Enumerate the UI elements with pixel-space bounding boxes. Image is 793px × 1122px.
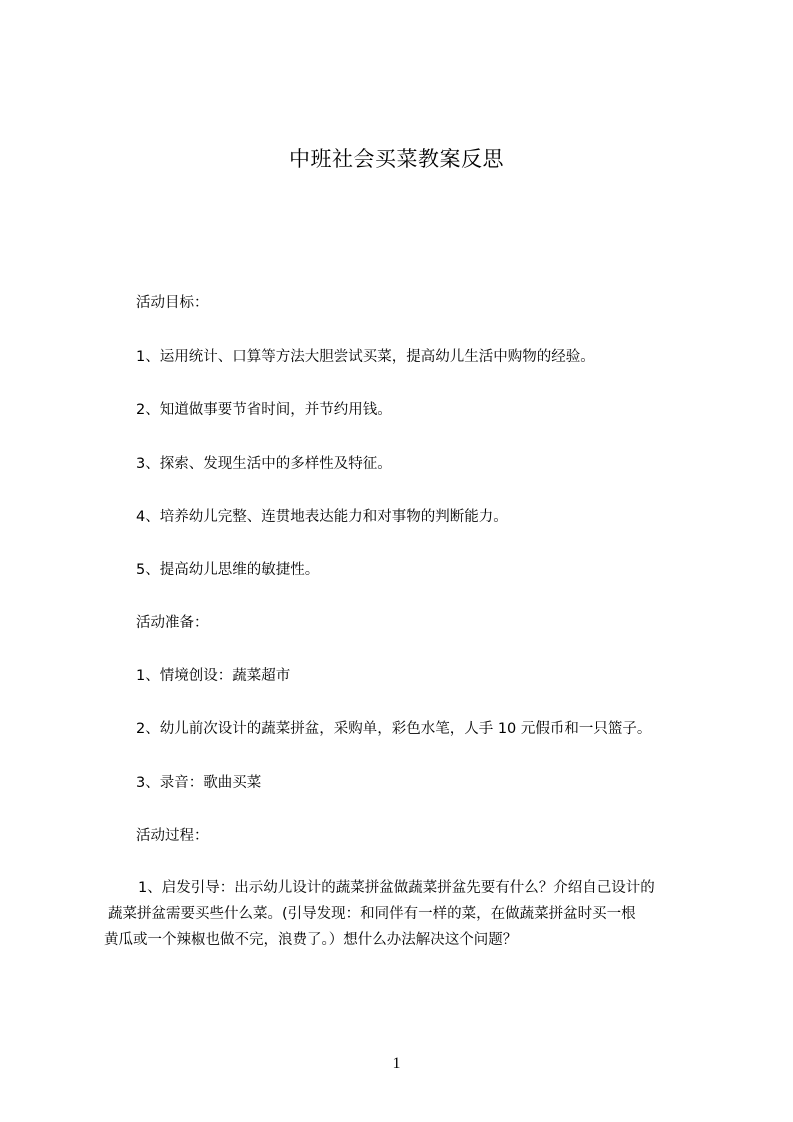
document-title: 中班社会买菜教案反思 bbox=[289, 147, 504, 171]
section-heading-preparation: 活动准备： bbox=[136, 615, 209, 631]
process-paragraph bbox=[104, 875, 724, 953]
process-paragraph-line-1: 1、启发引导：出示幼儿设计的蔬菜拼盆做蔬菜拼盆先要有什么？介绍自己设计的 bbox=[138, 880, 655, 896]
process-paragraph-line-2: 蔬菜拼盆需要买些什么菜。(引导发现：和同伴有一样的菜，在做蔬菜拼盆时买一根 bbox=[108, 906, 636, 922]
goal-item-3: 3、探索、发现生活中的多样性及特征。 bbox=[136, 456, 392, 472]
preparation-item-2: 2、幼儿前次设计的蔬菜拼盆，采购单，彩色水笔，人手 10 元假币和一只篮子。 bbox=[136, 721, 652, 737]
goal-item-4: 4、培养幼儿完整、连贯地表达能力和对事物的判断能力。 bbox=[136, 509, 508, 525]
goal-item-2: 2、知道做事要节省时间，并节约用钱。 bbox=[136, 402, 392, 418]
section-heading-goals: 活动目标： bbox=[136, 295, 209, 311]
preparation-item-3: 3、录音：歌曲买菜 bbox=[136, 775, 262, 791]
goal-item-1: 1、运用统计、口算等方法大胆尝试买菜，提高幼儿生活中购物的经验。 bbox=[136, 349, 595, 365]
section-heading-process: 活动过程： bbox=[136, 828, 209, 844]
process-paragraph-line-3: 黄瓜或一个辣椒也做不完，浪费了。）想什么办法解决这个问题？ bbox=[104, 932, 518, 948]
goal-item-5: 5、提高幼儿思维的敏捷性。 bbox=[136, 562, 320, 578]
page-number: 1 bbox=[392, 1055, 401, 1072]
preparation-item-1: 1、情境创设：蔬菜超市 bbox=[136, 668, 291, 684]
